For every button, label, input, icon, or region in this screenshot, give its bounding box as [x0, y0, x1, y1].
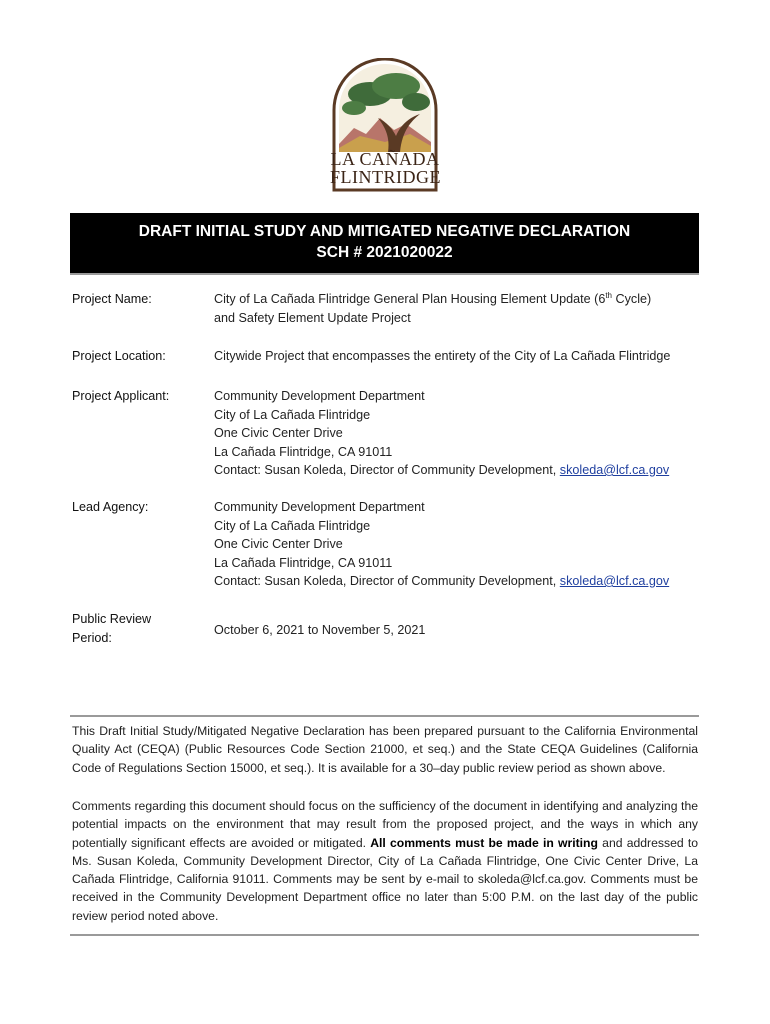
applicant-email-link[interactable]: skoleda@lcf.ca.gov	[559, 463, 670, 477]
agency-line: City of La Cañada Flintridge	[214, 518, 371, 533]
sch-number: SCH # 2021020022	[316, 244, 453, 261]
applicant-contact: Contact: Susan Koleda, Director of Community Development, skoleda@lcf.ca.gov	[214, 463, 670, 477]
applicant-line: Community Development Department	[214, 389, 425, 403]
review-period-label-line1: Public Review	[72, 612, 152, 626]
lead-agency-label: Lead Agency:	[72, 500, 149, 514]
lead-agency-value	[214, 498, 704, 591]
applicant-line: One Civic Center Drive	[214, 426, 343, 440]
title-divider	[70, 273, 699, 275]
agency-contact: Contact: Susan Koleda, Director of Community Development, skoleda@lcf.ca.gov	[214, 574, 670, 588]
ceqa-statement-paragraph: This Draft Initial Study/Mitigated Negative Declaration has been prepared pursuant to the California Environmental Quality Act (CEQA) (Public Resources Code Section 21000, et seq.) and the State CEQA Guidelines (California Code of Regulations Section 15000, et seq.). It is available for a 30–day public review period as shown above.	[72, 724, 698, 775]
project-applicant-value	[214, 387, 704, 480]
agency-email-link[interactable]: skoleda@lcf.ca.gov	[559, 574, 670, 588]
logo-line2: FLINTRIDGE	[330, 167, 441, 187]
comments-emphasis: All comments must be made in writing	[370, 835, 598, 850]
applicant-line: La Cañada Flintridge, CA 91011	[214, 444, 393, 459]
project-name-line1: City of La Cañada Flintridge General Plan Housing Element Update (6th Cycle)	[214, 290, 652, 306]
agency-line: Community Development Department	[214, 500, 425, 514]
review-period-label-line2: Period:	[72, 630, 112, 645]
document-title-banner	[70, 213, 699, 273]
review-period-label	[72, 610, 207, 647]
logo-wordmark	[330, 150, 440, 186]
project-location-value: Citywide Project that encompasses the entirety of the City of La Cañada Flintridge	[214, 349, 671, 363]
project-name-value	[214, 290, 704, 327]
applicant-line: City of La Cañada Flintridge	[214, 407, 371, 422]
city-logo	[330, 58, 440, 192]
agency-line: La Cañada Flintridge, CA 91011	[214, 555, 393, 570]
section-divider-bottom	[70, 934, 699, 936]
review-period-value: October 6, 2021 to November 5, 2021	[214, 623, 426, 637]
logo-line1: LA CAÑADA	[330, 149, 440, 169]
comments-paragraph: Comments regarding this document should focus on the sufficiency of the document in identifying and analyzing the potential impacts on the environment that may result from the proposed project, and the ways in which any potentially significant effects are avoided or mitigated. All comments must be made in writing and addressed to Ms. Susan Koleda, Community Development Director, City of La Cañada Flintridge, One Civic Center Drive, La Cañada Flintridge, California 91011. Comments may be sent by e-mail to skoleda@lcf.ca.gov. Comments must be received in the Community Development Department office no later than 5:00 P.M. on the last day of the public review period noted above.	[72, 799, 698, 923]
agency-line: One Civic Center Drive	[214, 537, 343, 551]
project-applicant-label: Project Applicant:	[72, 389, 170, 403]
project-name-line2: and Safety Element Update Project	[214, 310, 411, 325]
project-location-label: Project Location:	[72, 349, 166, 363]
document-title: DRAFT INITIAL STUDY AND MITIGATED NEGATIVE DECLARATION	[138, 223, 631, 240]
section-divider-top	[70, 715, 699, 717]
project-name-label: Project Name:	[72, 292, 152, 306]
